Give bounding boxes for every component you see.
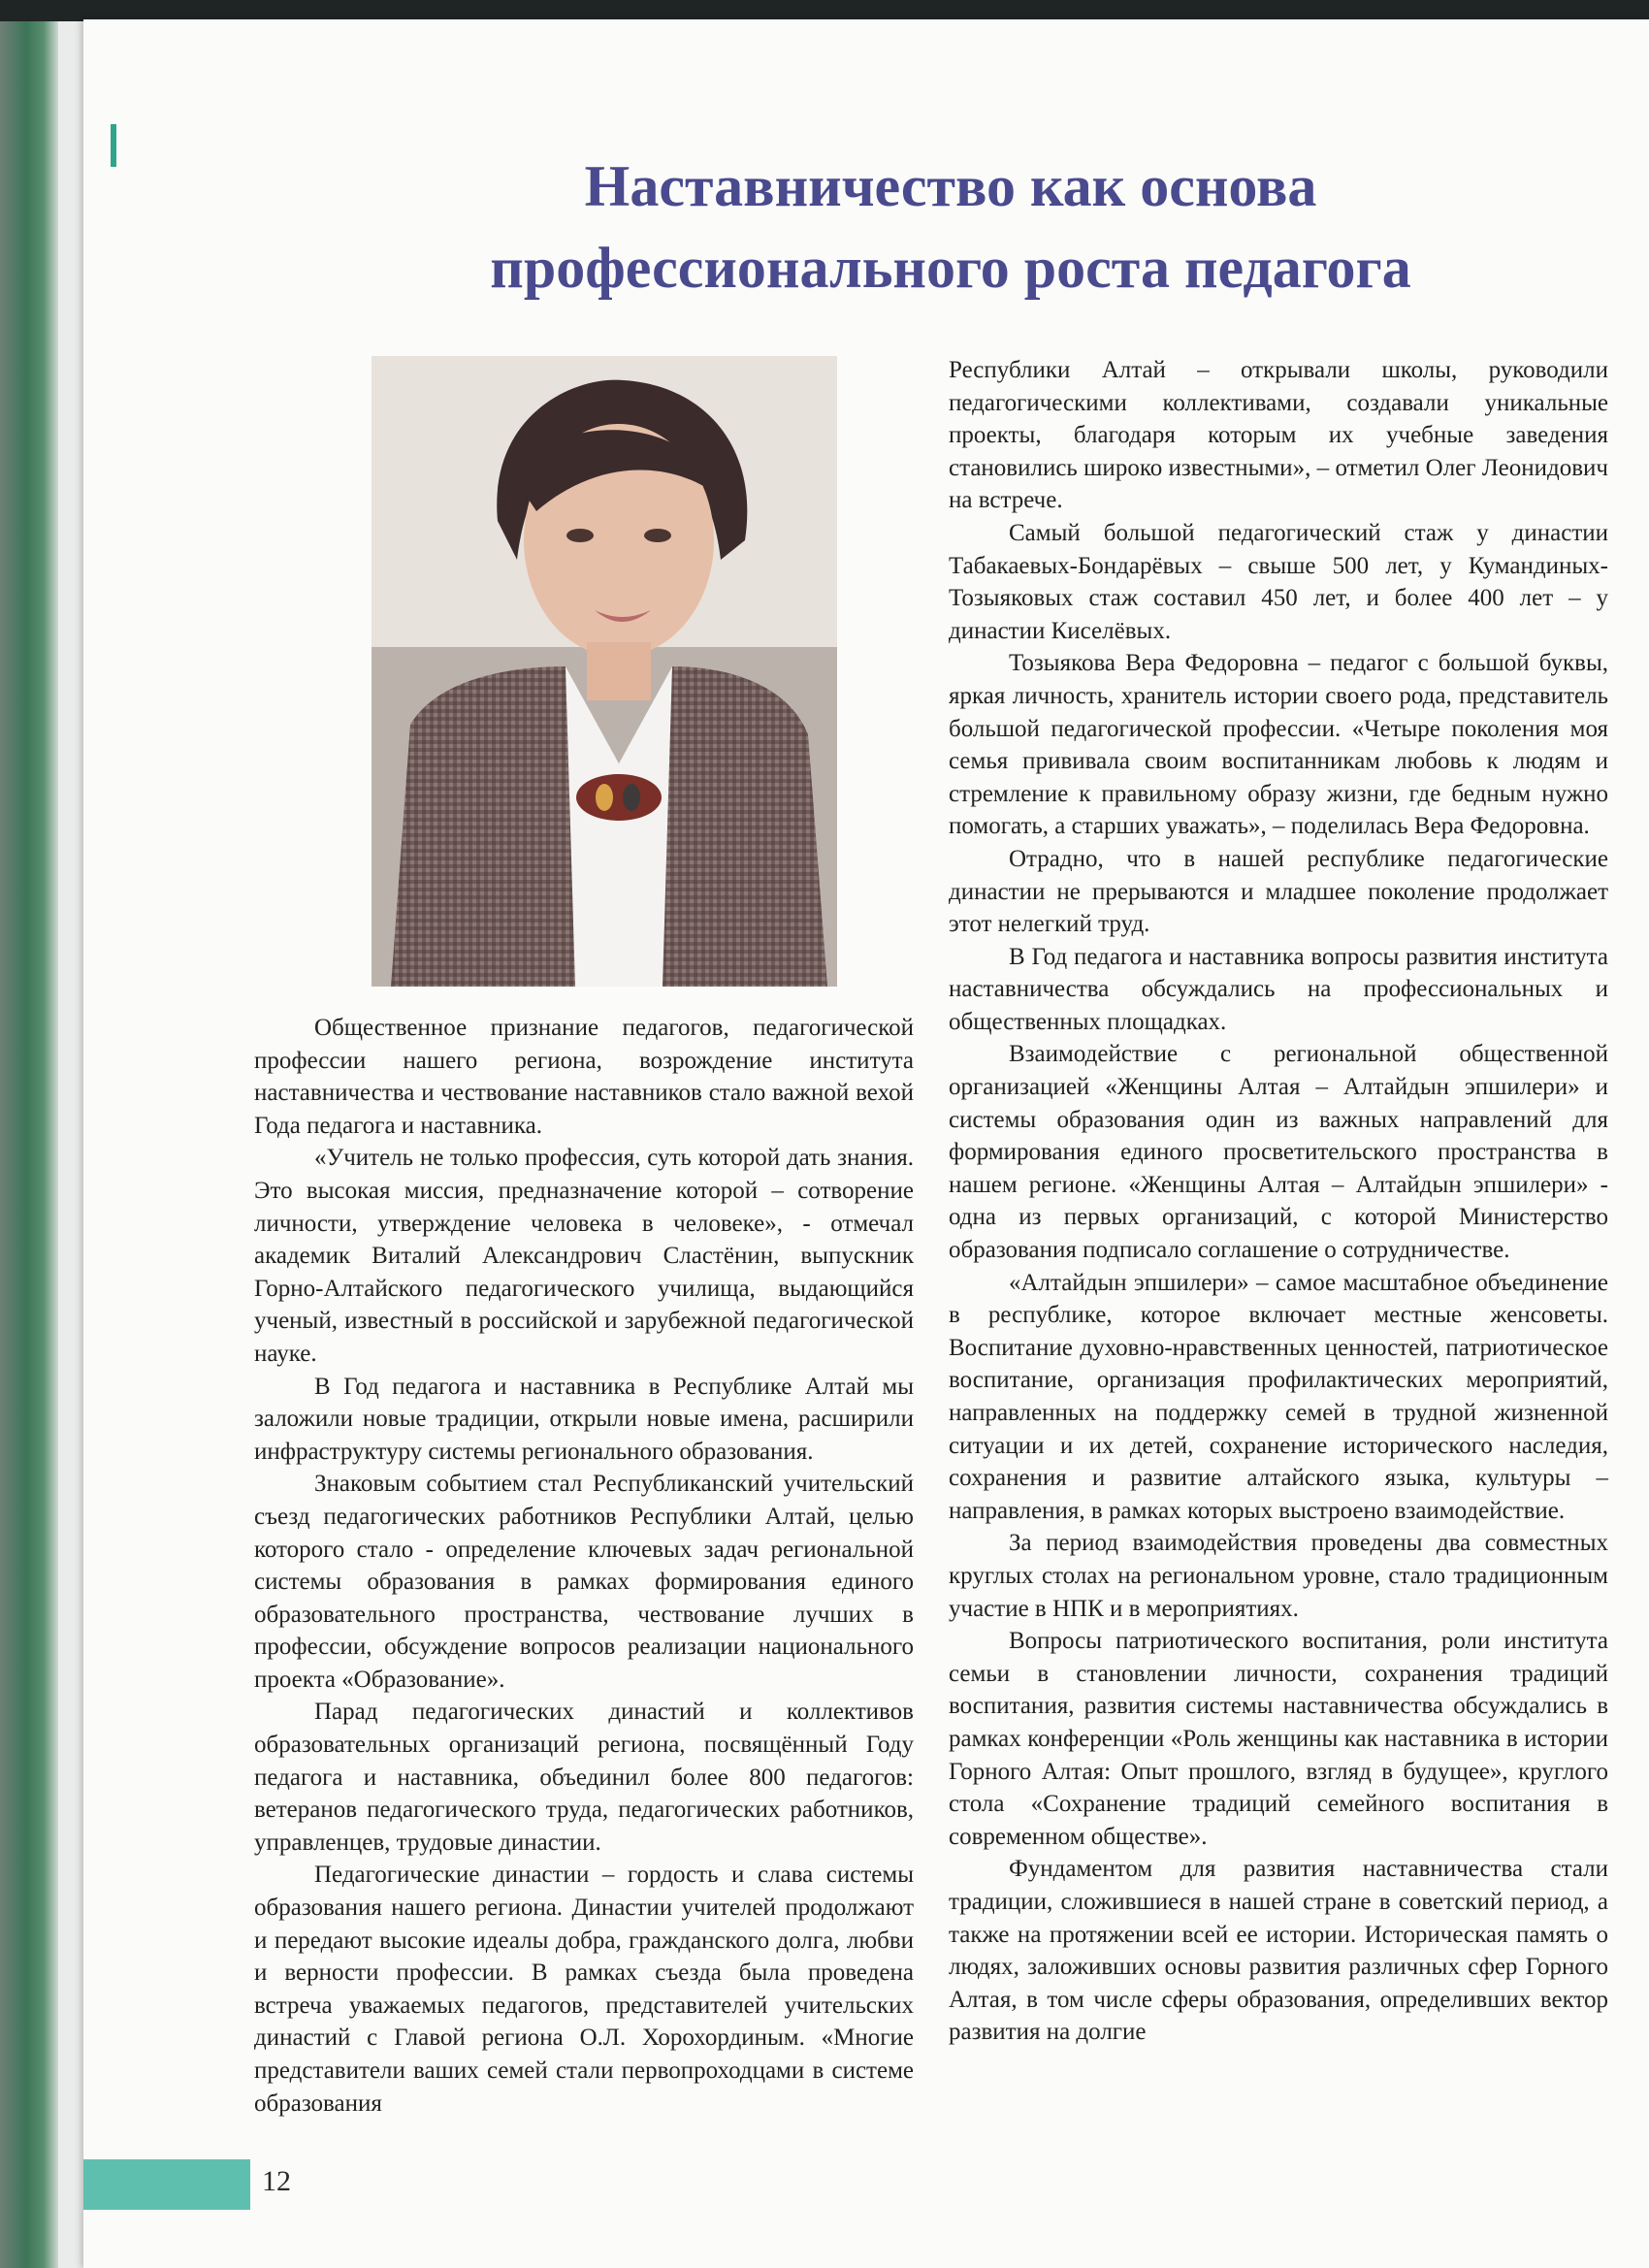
scan-edge-left bbox=[0, 0, 58, 2268]
article-title bbox=[349, 146, 1552, 308]
paragraph: Самый большой педагогический стаж у династии Табакаевых-Бондарёвых – свыше 500 лет, у Кумандиных-Тозыяковых стаж составил 450 лет, и более 400 лет – у династии Киселёвых. bbox=[949, 519, 1608, 644]
paragraph-continued: Республики Алтай – открывали школы, руководили педагогическими коллективами, создавали уникальные проекты, благодаря которым их учебные заведения становились широко известными», – отметил Олег Леонидович на встрече. bbox=[949, 357, 1608, 514]
portrait-illustration bbox=[372, 356, 837, 987]
article-column-left bbox=[254, 1012, 914, 2120]
paragraph: За период взаимодействия проведены два совместных круглых столах на региональном уровне, стало традиционным участие в НПК и в мероприятиях. bbox=[949, 1530, 1608, 1622]
page-edge-marker bbox=[111, 124, 116, 167]
paragraph: Вопросы патриотического воспитания, роли института семьи в становлении личности, сохранения традиций воспитания, развития системы наставничества обсуждались в рамках конференции «Роль женщины как наставника в истории Горного Алтая: Опыт прошлого, взгляд в будущее», круглого стола «Сохранение традиций семейного воспитания в современном обществе». bbox=[949, 1628, 1608, 1850]
paragraph: Знаковым событием стал Республиканский учительский съезд педагогических работников Республики Алтай, целью которого стало - определение ключевых задач региональной системы образования в рамках формирования единого образовательного пространства, чествование лучших в профессии, обсуждение вопросов реализации национального проекта «Образование». bbox=[254, 1471, 914, 1693]
paragraph: Общественное признание педагогов, педагогической профессии нашего региона, возрождение института наставничества и чествование наставников стало важной вехой Года педагога и наставника. bbox=[254, 1015, 914, 1139]
paragraph: Отрадно, что в нашей республике педагогические династии не прерываются и младшее поколение продолжает этот нелегкий труд. bbox=[949, 845, 1608, 938]
paragraph: В Год педагога и наставника вопросы развития института наставничества обсуждались на профессиональных и общественных площадках. bbox=[949, 943, 1608, 1035]
paragraph: В Год педагога и наставника в Республике Алтай мы заложили новые традиции, открыли новые имена, расширили инфраструктуру системы регионального образования. bbox=[254, 1373, 914, 1465]
paragraph: Тозыякова Вера Федоровна – педагог с большой буквы, яркая личность, хранитель истории своего рода, представитель большой педагогической профессии. «Четыре поколения моя семья прививала своим воспитанникам любовь к людям и стремление к правильному образу жизни, где бедным нужно помогать, а старших уважать», – поделилась Вера Федоровна. bbox=[949, 650, 1608, 840]
footer-accent-bar bbox=[83, 2159, 250, 2210]
article-title-line-2: профессионального роста педагога bbox=[490, 236, 1411, 300]
paragraph: Фундаментом для развития наставничества стали традиции, сложившиеся в нашей стране в советский период, а также на протяжении всей ее истории. Историческая память о людях, заложивших основы развития различных сфер Горного Алтая, в том числе сферы образования, определивших вектор развития на долгие bbox=[949, 1856, 1608, 2046]
article-title-line-1: Наставничество как основа bbox=[584, 154, 1317, 218]
page-number: 12 bbox=[262, 2165, 291, 2197]
paragraph: Взаимодействие с региональной общественной организацией «Женщины Алтая – Алтайдын эпшилери» и системы образования один из важных направлений для формирования единого просветительского пространства в нашем регионе. «Женщины Алтая – Алтайдын эпшилери» - одна из первых организаций, с которой Министерство образования подписало соглашение о сотрудничестве. bbox=[949, 1041, 1608, 1264]
paragraph: Педагогические династии – гордость и слава системы образования нашего региона. Династии учителей продолжают и передают высокие идеалы добра, гражданского долга, любви и верности профессии. В рамках съезда была проведена встреча уважаемых педагогов, представителей учительских династий с Главой региона О.Л. Хорохординым. «Многие представители ваших семей стали первопроходцами в системе образования bbox=[254, 1862, 914, 2117]
article-column-right bbox=[949, 354, 1608, 2049]
scan-edge-top bbox=[0, 0, 1649, 21]
paragraph: «Учитель не только профессия, суть которой дать знания. Это высокая миссия, предназначение которой – сотворение личности, утверждение человека в человеке», - отмечал академик Виталий Александрович Сластёнин, выпускник Горно-Алтайского педагогического училища, выдающийся ученый, известный в российской и зарубежной педагогической науке. bbox=[254, 1145, 914, 1367]
portrait-photo bbox=[372, 356, 837, 987]
paragraph: Парад педагогических династий и коллективов образовательных организаций региона, посвящённый Году педагога и наставника, объединил более 800 педагогов: ветеранов педагогического труда, педагогических работников, управленцев, трудовые династии. bbox=[254, 1699, 914, 1856]
paragraph: «Алтайдын эпшилери» – самое масштабное объединение в республике, которое включает местные женсоветы. Воспитание духовно-нравственных ценностей, патриотическое воспитание, организация профилактических мероприятий, направленных на поддержку семей в трудной жизненной ситуации и их детей, сохранение исторического наследия, сохранения и развитие алтайского языка, культуры – направления, в рамках которых выстроено взаимодействие. bbox=[949, 1269, 1608, 1524]
